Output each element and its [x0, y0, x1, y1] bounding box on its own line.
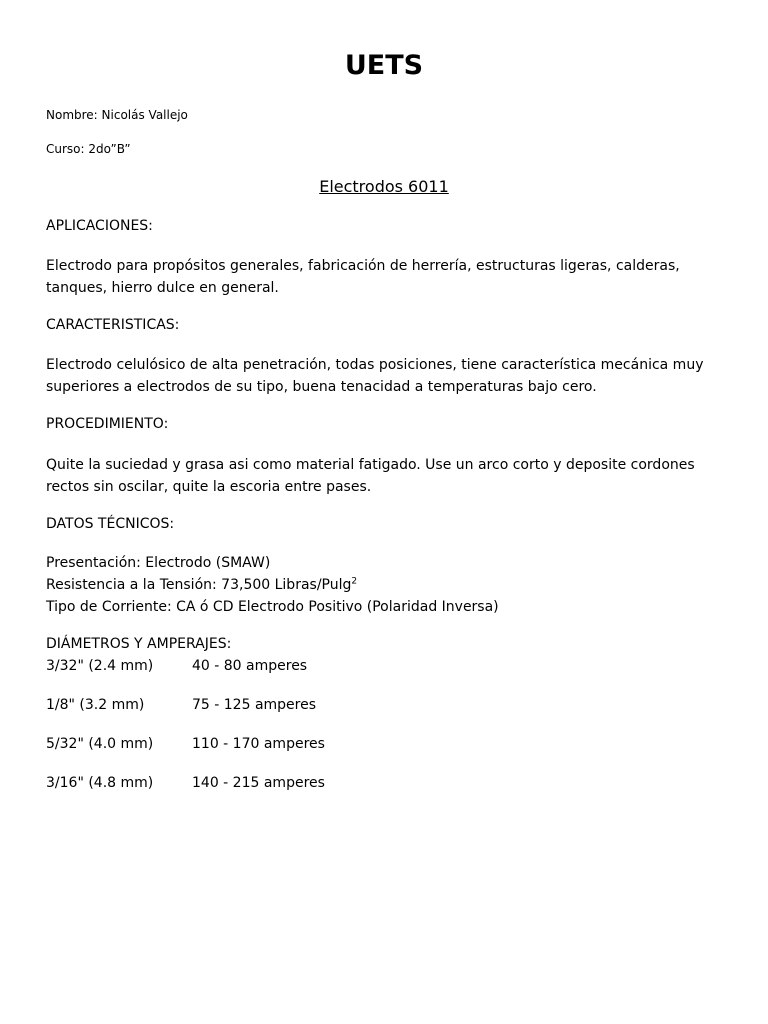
datos-tecnicos-block: [46, 552, 736, 618]
resistencia-superscript: 2: [351, 576, 358, 587]
presentacion-line: Presentación: Electrodo (SMAW): [46, 555, 271, 571]
procedimiento-heading: PROCEDIMIENTO:: [46, 416, 169, 432]
diameter-row: [46, 775, 646, 791]
diameter-value: 5/32" (4.0 mm): [46, 736, 154, 752]
amperage-value: 75 - 125 amperes: [192, 697, 317, 713]
procedimiento-text: [46, 454, 736, 498]
document-title: UETS: [344, 50, 424, 81]
procedimiento-line-2: rectos sin oscilar, quite la escoria entre pases.: [46, 479, 372, 495]
document-subtitle: Electrodos 6011: [319, 177, 449, 196]
diameter-row: [46, 658, 646, 674]
aplicaciones-text: [46, 255, 736, 299]
diameter-row: [46, 697, 646, 713]
diameter-value: 1/8" (3.2 mm): [46, 697, 145, 713]
datos-heading: DATOS TÉCNICOS:: [46, 516, 175, 532]
amperage-value: 140 - 215 amperes: [192, 775, 325, 791]
aplicaciones-line-1: Electrodo para propósitos generales, fabricación de herrería, estructuras ligeras, calderas,: [46, 258, 680, 274]
resistencia-line: [46, 574, 736, 596]
caracteristicas-text: [46, 354, 736, 398]
aplicaciones-line-2: tanques, hierro dulce en general.: [46, 280, 279, 296]
diameter-row: [46, 736, 646, 752]
diameter-value: 3/32" (2.4 mm): [46, 658, 154, 674]
aplicaciones-heading: APLICACIONES:: [46, 218, 153, 234]
procedimiento-line-1: Quite la suciedad y grasa asi como material fatigado. Use un arco corto y deposite cordones: [46, 457, 695, 473]
resistencia-text: Resistencia a la Tensión: 73,500 Libras/Pulg: [46, 577, 352, 593]
amperage-value: 40 - 80 amperes: [192, 658, 308, 674]
caracteristicas-heading: CARACTERISTICAS:: [46, 317, 180, 333]
diameter-value: 3/16" (4.8 mm): [46, 775, 154, 791]
course-label: Curso: 2do”B”: [46, 142, 131, 156]
amperage-value: 110 - 170 amperes: [192, 736, 325, 752]
student-name: Nombre: Nicolás Vallejo: [46, 108, 188, 122]
corriente-line: Tipo de Corriente: CA ó CD Electrodo Positivo (Polaridad Inversa): [46, 599, 499, 615]
diametros-heading: DIÁMETROS Y AMPERAJES:: [46, 636, 232, 652]
caracteristicas-line-1: Electrodo celulósico de alta penetración, todas posiciones, tiene característica mecánica muy: [46, 357, 704, 373]
caracteristicas-line-2: superiores a electrodos de su tipo, buena tenacidad a temperaturas bajo cero.: [46, 379, 597, 395]
